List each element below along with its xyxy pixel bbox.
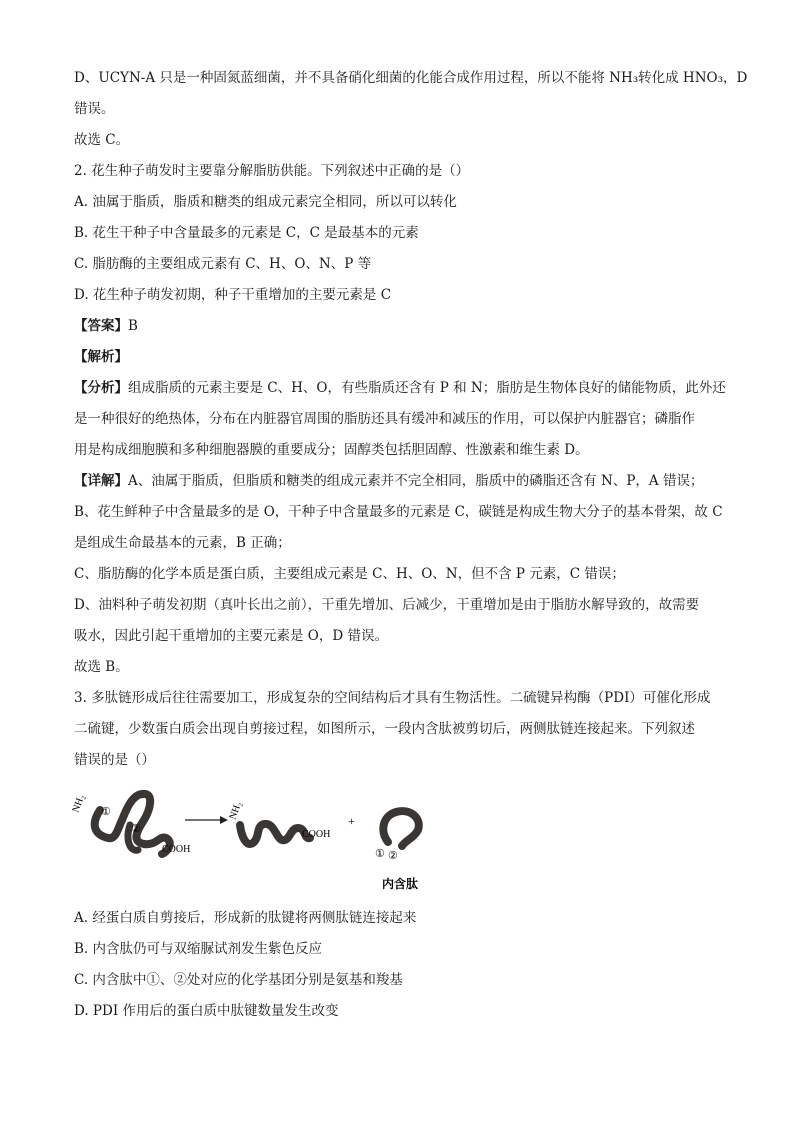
fenxi-line-1	[74, 378, 726, 398]
plus-sign: +	[348, 814, 355, 828]
q3-option-a: A. 经蛋白质自剪接后，形成新的肽键将两侧肽链连接起来	[74, 910, 417, 926]
xiangjie-line-6: 吸水，因此引起干重增加的主要元素是 O，D 错误。	[74, 628, 388, 644]
marker-1-left: ①	[101, 806, 111, 818]
xiangjie-line-1	[74, 471, 703, 491]
marker-2-intein: ②	[388, 850, 398, 862]
q3-stem-line-1: 3. 多肽链形成后往往需要加工，形成复杂的空间结构后才具有生物活性。二硫键异构酶（PDI）可催化形成	[74, 690, 711, 706]
cooh-label-right: COOH	[302, 829, 331, 840]
q3-option-d: D. PDI 作用后的蛋白质中肽键数量发生改变	[74, 1003, 339, 1019]
fenxi-line-2: 是一种很好的绝热体，分布在内脏器官周围的脂肪还具有缓冲和减压的作用，可以保护内脏器官；磷脂作	[74, 411, 695, 427]
xiangjie-line-5: D、油料种子萌发初期（真叶长出之前），干重先增加、后减少，干重增加是由于脂肪水解导致的，故需要	[74, 597, 700, 613]
q2-answer	[74, 316, 138, 336]
q2-option-c: C. 脂肪酶的主要组成元素有 C、H、O、N、P 等	[74, 256, 372, 272]
fenxi-text: 组成脂质的元素主要是 C、H、O，有些脂质还含有 P 和 N；脂肪是生物体良好的储能物质，此外还	[128, 380, 726, 396]
prev-answer-option-d-cont: 错误。	[74, 101, 115, 117]
xiangjie-line-4: C、脂肪酶的化学本质是蛋白质，主要组成元素是 C、H、O、N，但不含 P 元素，C 错误；	[74, 566, 625, 582]
q3-stem-line-3: 错误的是（）	[74, 752, 155, 768]
product-polypeptide	[240, 824, 310, 844]
xiangjie-line-2: B、花生鲜种子中含量最多的是 O，干种子中含量最多的元素是 C，碳链是构成生物大分子的基本骨架，故 C	[74, 504, 723, 520]
cooh-label-left: COOH	[162, 844, 191, 855]
q2-option-a: A. 油属于脂质，脂质和糖类的组成元素完全相同，所以可以转化	[74, 194, 457, 210]
q3-option-c: C. 内含肽中①、②处对应的化学基团分别是氨基和羧基	[74, 972, 403, 988]
marker-2-left: ②	[131, 823, 141, 835]
q2-option-d: D. 花生种子萌发初期，种子干重增加的主要元素是 C	[74, 287, 392, 303]
analysis-tag: 【解析】	[74, 349, 128, 365]
xiangjie-text: A、油属于脂质，但脂质和糖类的组成元素并不完全相同，脂质中的磷脂还含有 N、P，A 错误；	[128, 473, 704, 489]
q2-stem: 2. 花生种子萌发时主要靠分解脂肪供能。下列叙述中正确的是（）	[74, 163, 470, 179]
xiangjie-tag: 【详解】	[74, 473, 128, 489]
marker-1-intein: ①	[375, 848, 385, 860]
q2-option-b: B. 花生干种子中含量最多的元素是 C，C 是最基本的元素	[74, 225, 419, 241]
intein-loop	[383, 811, 418, 846]
q3-option-b: B. 内含肽仍可与双缩脲试剂发生紫色反应	[74, 941, 323, 957]
nh2-label-left: NH₂	[70, 793, 87, 815]
nh2-label-right: NH₂	[227, 800, 244, 822]
prev-answer-option-d: D、UCYN-A 只是一种固氮蓝细菌，并不具备硝化细菌的化能合成作用过程，所以不能将 NH₃转化成 HNO₃，D	[74, 70, 748, 86]
protein-splicing-figure	[70, 780, 470, 895]
prev-answer-conclusion: 故选 C。	[74, 132, 130, 148]
q3-stem-line-2: 二硫键，少数蛋白质会出现自剪接过程，如图所示，一段内含肽被剪切后，两侧肽链连接起来。下列叙述	[74, 721, 695, 737]
intein-caption: 内含肽	[382, 877, 419, 891]
xiangjie-line-3: 是组成生命最基本的元素，B 正确；	[74, 535, 291, 551]
answer-value: B	[128, 318, 138, 334]
answer-tag: 【答案】	[74, 318, 128, 334]
fenxi-tag: 【分析】	[74, 380, 128, 396]
q2-conclusion: 故选 B。	[74, 659, 129, 675]
fenxi-line-3: 用是构成细胞膜和多种细胞器膜的重要成分；固醇类包括胆固醇、性激素和维生素 D。	[74, 442, 589, 458]
